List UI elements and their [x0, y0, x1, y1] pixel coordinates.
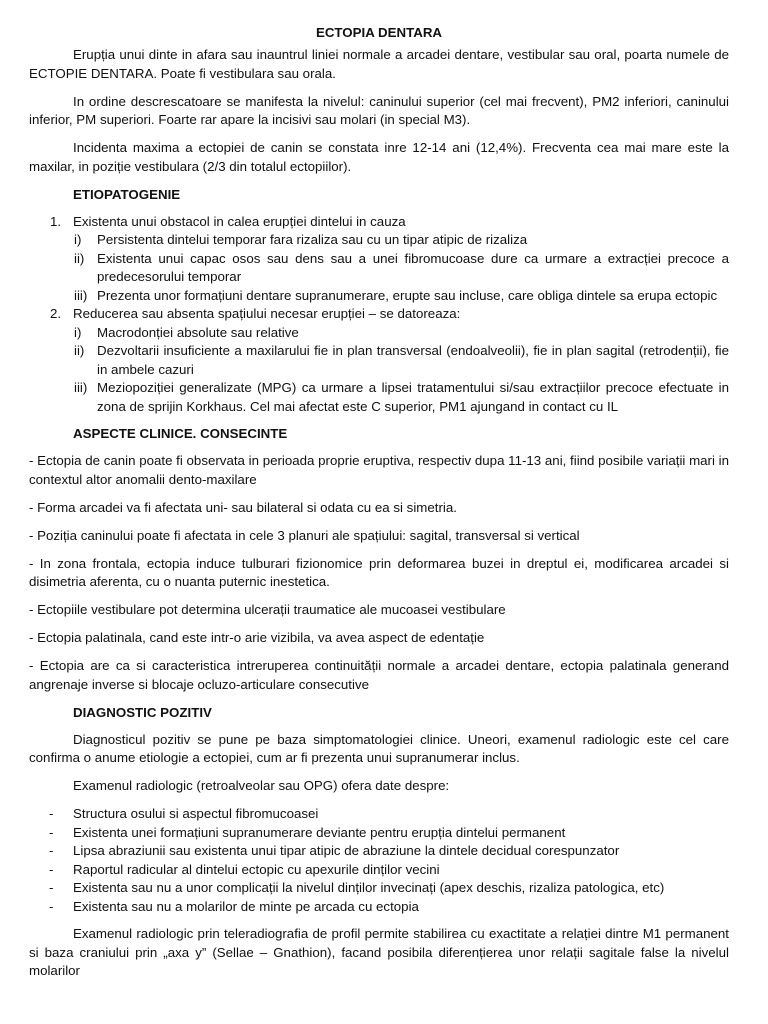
document-title: ECTOPIA DENTARA: [315, 25, 443, 40]
roman-numeral: i): [74, 232, 82, 247]
intro-paragraph-1: Erupția unui dinte in afara sau inauntrul liniei normale a arcadei dentare, vestibular sau oral, poarta numele de ECTOPIE DENTARA. Poate fi vestibulara sau orala.: [29, 47, 729, 81]
diagnostic-paragraph-3: Examenul radiologic prin teleradiografia de profil permite stabilirea cu exactitate a relației dintre M1 permanent si baza craniului prin „axa y” (Sellae – Gnathion), facand posibila diferențierea unor relații sagitale false la nivelul molarilor: [29, 926, 729, 978]
aspecte-clinice-heading: ASPECTE CLINICE. CONSECINTE: [73, 426, 288, 441]
subitem-text: Prezenta unor formațiuni dentare supranumerare, erupte sau incluse, care obliga dintele sa erupa ectopic: [97, 287, 718, 303]
aspecte-paragraph-1: - Ectopia de canin poate fi observata in perioada proprie eruptiva, respectiv dupa 11-13 ani, fiind posibile variații mari in contextul altor anomalii dento-maxilare: [29, 453, 729, 487]
list-item-text: Reducerea sau absenta spațiului necesar erupției – se datoreaza:: [73, 306, 461, 321]
subitem-text: Macrodonției absolute sau relative: [97, 324, 299, 340]
dash-bullet: -: [49, 861, 54, 877]
aspecte-paragraph-6: - Ectopia palatinala, cand este intr-o arie vizibila, va avea aspect de edentație: [29, 630, 485, 645]
subitem-text: Existenta unui capac osos sau dens sau a unei fibromucoase dure ca urmare a extracției precoce a predecesorului temporar: [97, 250, 729, 284]
etiopatogenie-subitem-2-iii: [29, 379, 729, 416]
list-item: [29, 879, 729, 898]
roman-numeral: i): [74, 324, 82, 340]
roman-numeral: iii): [74, 380, 88, 395]
list-item: [29, 861, 729, 880]
list-item: [29, 805, 729, 824]
aspecte-paragraph-4: - In zona frontala, ectopia induce tulburari fizionomice prin deformarea buzei in dreptul ei, modificarea arcadei si disimetria aferenta, cu o nuanta puternic inestetica.: [29, 555, 729, 589]
subitem-text: Meziopoziției generalizate (MPG) ca urmare a lipsei tratamentului si/sau extracțiilor precoce efectuate in zona de sprijin Korkhaus. Cel mai afectat este C superior, PM1 ajungand in contact cu IL: [97, 380, 729, 414]
dash-bullet: -: [49, 806, 54, 821]
etiopatogenie-heading: ETIOPATOGENIE: [73, 186, 181, 202]
diagnostic-heading: DIAGNOSTIC POZITIV: [73, 704, 212, 720]
dash-bullet: -: [49, 880, 54, 895]
diagnostic-paragraph-2: Examenul radiologic (retroalveolar sau OPG) ofera date despre:: [73, 778, 450, 793]
list-item-text: Existenta sau nu a unor complicații la nivelul dinților invecinați (apex deschis, rizaliza patologica, etc): [73, 880, 665, 895]
radiologic-findings-list: [29, 805, 729, 916]
etiopatogenie-subitem-1-iii: [29, 287, 729, 306]
roman-numeral: iii): [74, 287, 88, 303]
subitem-text: Dezvoltarii insuficiente a maxilarului fie in plan transversal (endoalveolii), fie in plan sagital (retrodenții), fie in ambele cazuri: [97, 343, 729, 377]
list-item-text: Raportul radicular al dintelui ectopic cu apexurile dinților vecini: [73, 861, 440, 877]
etiopatogenie-subitem-2-i: [29, 324, 729, 343]
aspecte-paragraph-2: - Forma arcadei va fi afectata uni- sau bilateral si odata cu ea si simetria.: [29, 499, 457, 515]
list-item-text: Existenta sau nu a molarilor de minte pe arcada cu ectopia: [73, 898, 419, 914]
intro-paragraph-2: In ordine descrescatoare se manifesta la nivelul: caninului superior (cel mai frecvent), PM2 inferiori, caninului inferior, PM superiori. Foarte rar apare la incisivi sau molari (in special M3).: [29, 93, 729, 127]
etiopatogenie-item-2: [29, 305, 729, 324]
dash-bullet: -: [49, 824, 54, 840]
list-item-text: Lipsa abraziunii sau existenta unui tipar atipic de abraziune la dintele decidual corespunzator: [73, 843, 620, 858]
etiopatogenie-subitem-2-ii: [29, 342, 729, 379]
roman-numeral: ii): [74, 250, 85, 266]
intro-paragraph-3: Incidenta maxima a ectopiei de canin se constata inre 12-14 ani (12,4%). Frecventa cea mai mare este la maxilar, in poziție vestibulara (2/3 din totalul ectopiilor).: [29, 140, 729, 174]
list-item: [29, 898, 729, 917]
list-number: 2.: [50, 306, 62, 321]
etiopatogenie-subitem-1-i: [29, 231, 729, 250]
subitem-text: Persistenta dintelui temporar fara rizaliza sau cu un tipar atipic de rizaliza: [97, 232, 528, 247]
diagnostic-paragraph-1: Diagnosticul pozitiv se pune pe baza simptomatologiei clinice. Uneori, examenul radiologic este cel care confirma o anume etiologie a ectopiei, cum ar fi prezenta unui supranumerar inclus.: [29, 731, 729, 765]
aspecte-paragraph-3: - Poziția caninului poate fi afectata in cele 3 planuri ale spațiului: sagital, transversal si vertical: [29, 527, 580, 543]
list-item-text: Existenta unei formațiuni supranumerare deviante pentru erupția dintelui permanent: [73, 824, 566, 840]
etiopatogenie-item-1: [29, 213, 729, 232]
list-item: [29, 842, 729, 861]
roman-numeral: ii): [74, 343, 85, 358]
list-item: [29, 824, 729, 843]
dash-bullet: -: [49, 843, 54, 858]
aspecte-paragraph-5: - Ectopiile vestibulare pot determina ulcerații traumatice ale mucoasei vestibulare: [29, 602, 506, 617]
dash-bullet: -: [49, 898, 54, 914]
aspecte-paragraph-7: - Ectopia are ca si caracteristica intreruperea continuității normale a arcadei dentare, ectopia palatinala generand angrenaje inverse si blocaje ocluzo-articulare consecutive: [29, 658, 729, 692]
etiopatogenie-subitem-1-ii: [29, 250, 729, 287]
etiopatogenie-list: [29, 213, 729, 417]
list-number: 1.: [50, 213, 62, 229]
list-item-text: Existenta unui obstacol in calea erupției dintelui in cauza: [73, 213, 406, 229]
list-item-text: Structura osului si aspectul fibromucoasei: [73, 806, 319, 821]
